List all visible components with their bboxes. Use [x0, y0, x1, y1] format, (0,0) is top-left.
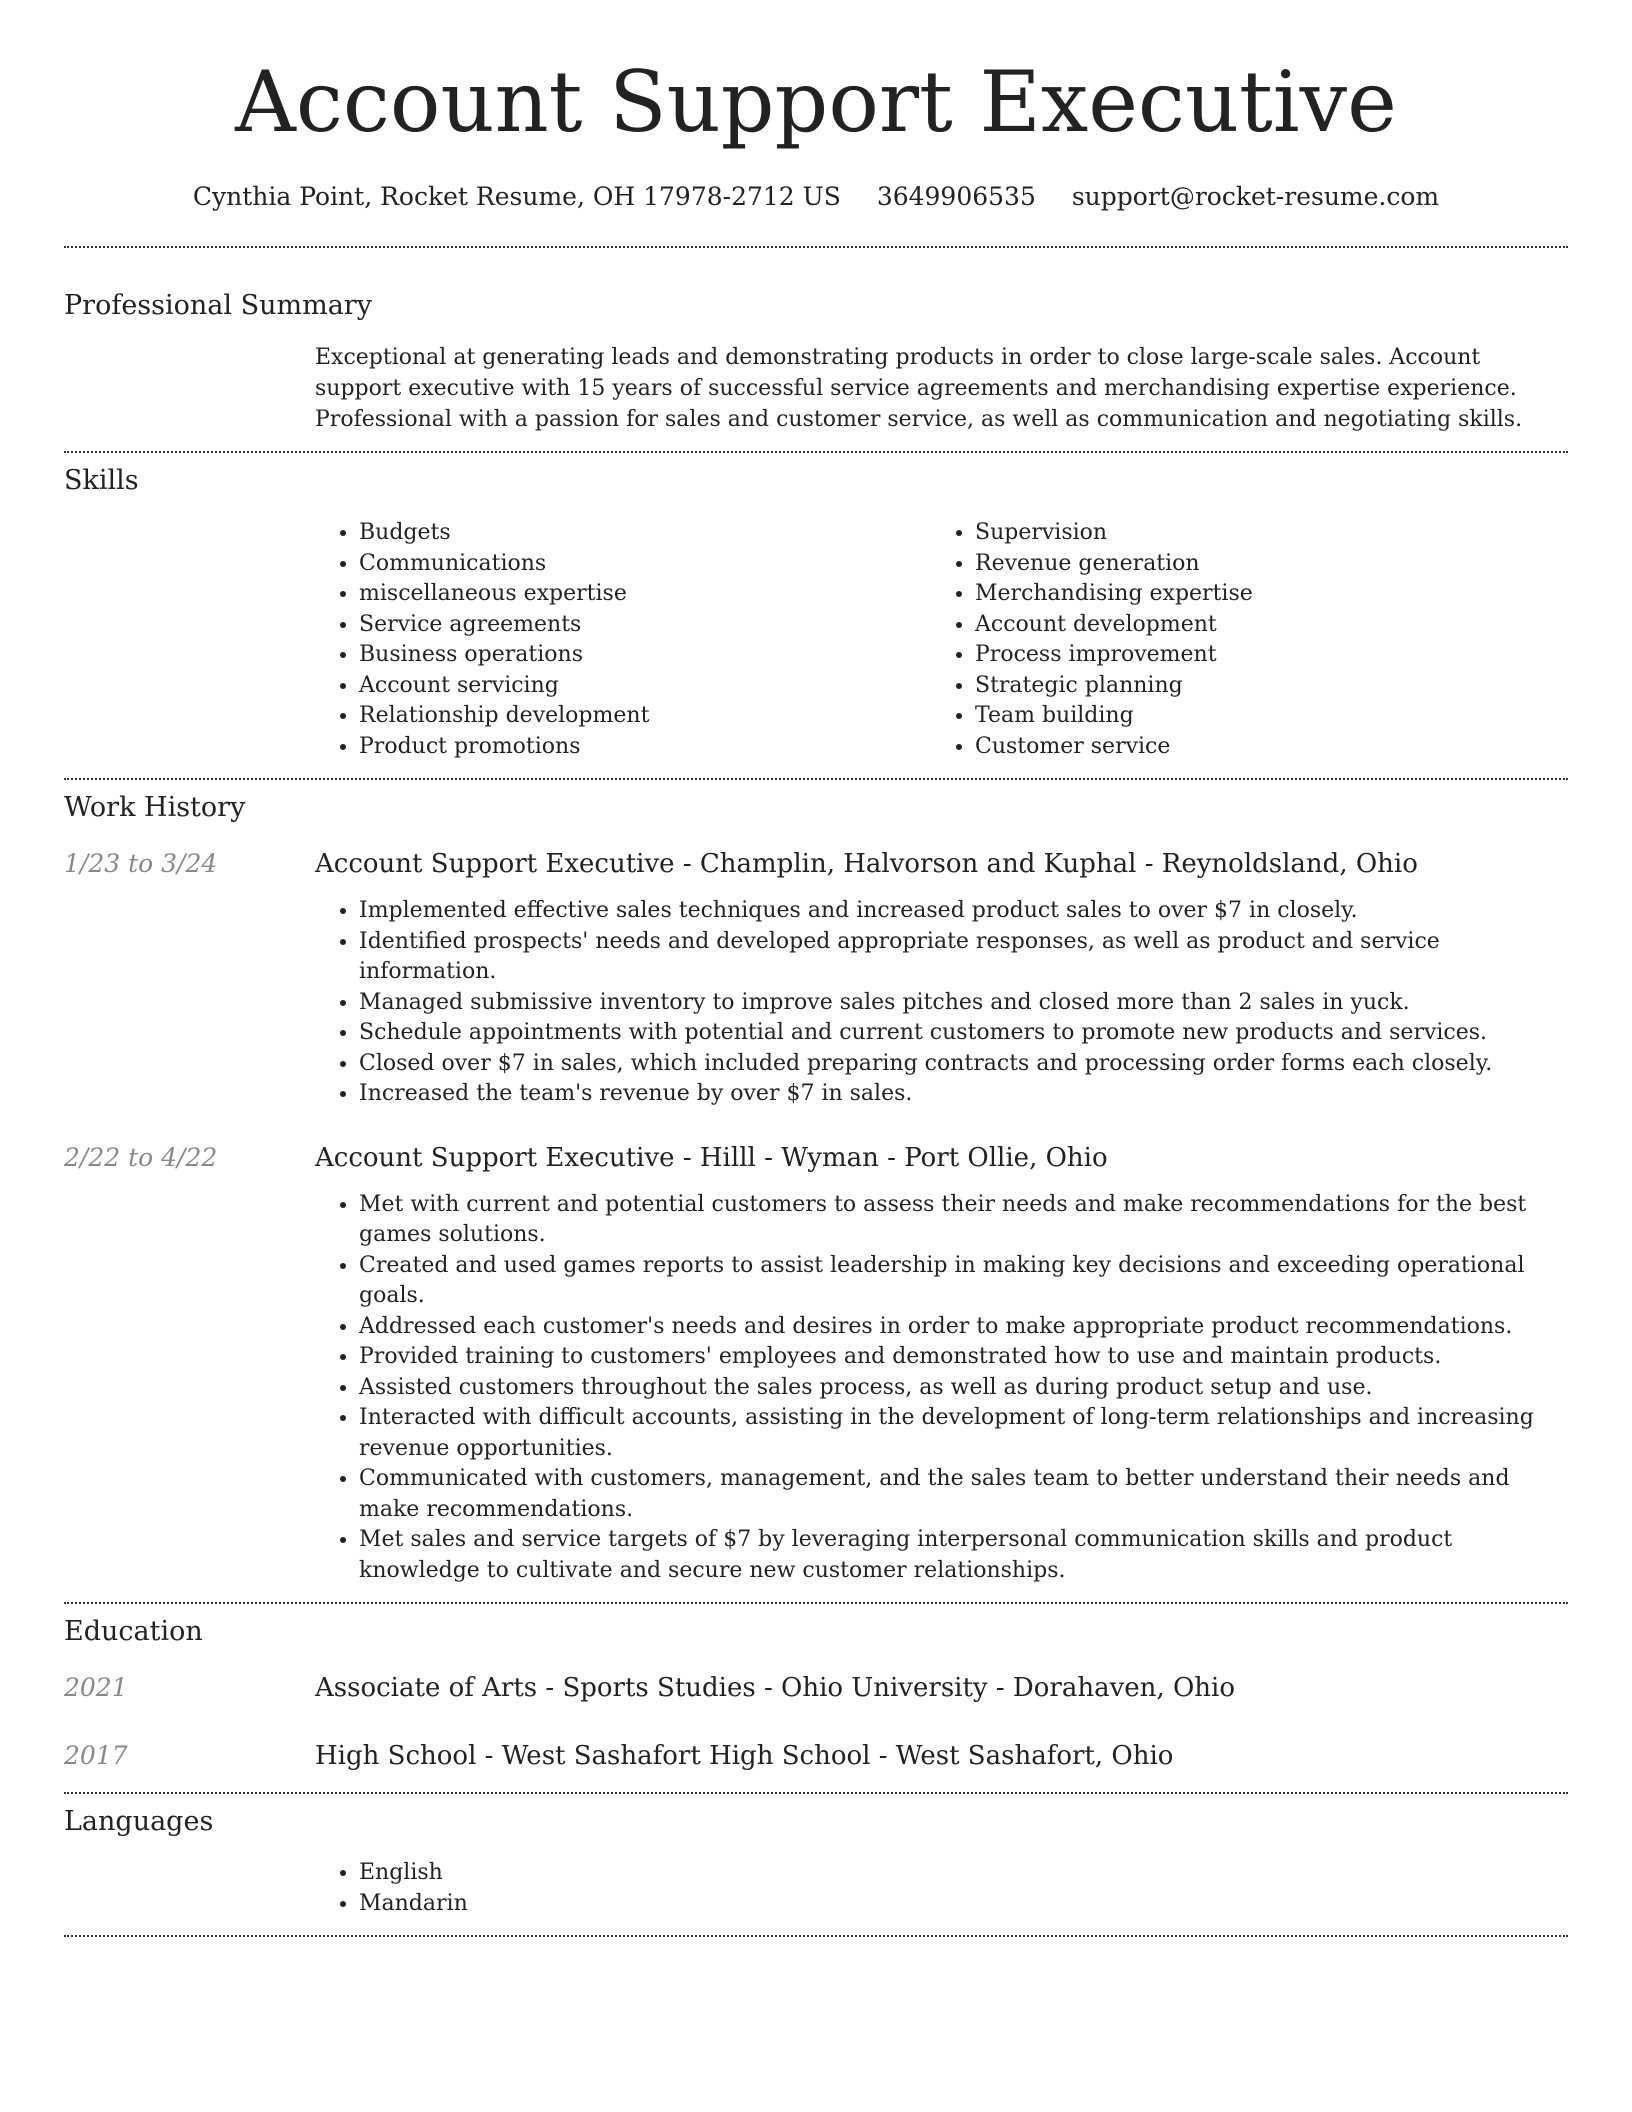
job-bullet: • Met with current and potential customers to assess their needs and make recommendations for the best games solutions. [359, 1190, 1568, 1251]
summary-section [315, 342, 1568, 435]
job-date: 1/23 to 3/24 [64, 849, 218, 878]
job-bullet: • Met sales and service targets of $7 by leveraging interpersonal communication skills and product knowledge to cultivate and secure new customer relationships. [359, 1525, 1568, 1586]
job-bullet: • Identified prospects' needs and developed appropriate responses, as well as product and service information. [359, 927, 1568, 988]
resume-title: Account Support Executive [235, 53, 1397, 151]
summary-text: Exceptional at generating leads and demonstrating products in order to close large-scale sales. Account support executive with 15 years of successful service agreements and merchandising expertise experience. Professional with a passion for sales and customer service, as well as communication and negotiating skills. [315, 345, 1523, 432]
job-header [64, 1142, 1568, 1174]
contact-phone: 3649906535 [876, 182, 1036, 211]
skill-item: • Strategic planning [975, 671, 1547, 702]
divider [64, 246, 1568, 248]
skill-item: • Service agreements [359, 610, 931, 641]
job-bullet: • Provided training to customers' employees and demonstrated how to use and maintain products. [359, 1342, 1568, 1373]
job-bullet: • Addressed each customer's needs and desires in order to make appropriate product recommendations. [359, 1312, 1568, 1343]
skill-item: • Process improvement [975, 640, 1547, 671]
skills-list-left [315, 518, 931, 762]
education-heading: Education [64, 1616, 203, 1647]
skill-item: • Budgets [359, 518, 931, 549]
job-bullet: • Communicated with customers, management, and the sales team to better understand their needs and make recommendations. [359, 1464, 1568, 1525]
skills-list-right [931, 518, 1547, 762]
skill-item: • Customer service [975, 732, 1547, 763]
education-title: High School - West Sashafort High School - West Sashafort, Ohio [315, 1741, 1174, 1771]
skill-item: • Relationship development [359, 701, 931, 732]
job-details [315, 896, 1568, 1110]
skill-item: • Product promotions [359, 732, 931, 763]
education-date: 2017 [64, 1741, 128, 1770]
education-title: Associate of Arts - Sports Studies - Ohio University - Dorahaven, Ohio [315, 1673, 1235, 1703]
languages-section [315, 1858, 1568, 1919]
skills-column-right [931, 518, 1547, 762]
job-bullet: • Closed over $7 in sales, which included preparing contracts and processing order forms each closely. [359, 1049, 1568, 1080]
job-bullet: • Increased the team's revenue by over $7 in sales. [359, 1079, 1568, 1110]
skills-heading: Skills [64, 465, 139, 496]
job-title: Account Support Executive - Champlin, Halvorson and Kuphal - Reynoldsland, Ohio [315, 849, 1418, 879]
job-header [64, 848, 1568, 880]
divider [64, 451, 1568, 453]
summary-heading: Professional Summary [64, 290, 372, 321]
skill-item: • Supervision [975, 518, 1547, 549]
job-date: 2/22 to 4/22 [64, 1142, 218, 1172]
languages-heading: Languages [64, 1806, 214, 1837]
divider [64, 1792, 1568, 1794]
skill-item: • Team building [975, 701, 1547, 732]
contact-address: Cynthia Point, Rocket Resume, OH 17978-2712 US [192, 182, 841, 211]
skills-section [315, 518, 1568, 762]
contact-email: support@rocket-resume.com [1071, 182, 1440, 211]
skill-item: • Revenue generation [975, 549, 1547, 580]
skill-item: • Account development [975, 610, 1547, 641]
languages-list [315, 1858, 1568, 1919]
job-bullets [315, 896, 1568, 1110]
job-details [315, 1190, 1568, 1587]
education-entry [64, 1672, 1568, 1704]
job-title: Account Support Executive - Hilll - Wyman - Port Ollie, Ohio [315, 1142, 1108, 1173]
divider [64, 1935, 1568, 1937]
contact-line [64, 182, 1568, 212]
job-bullets [315, 1190, 1568, 1587]
job-bullet: • Created and used games reports to assist leadership in making key decisions and exceeding operational goals. [359, 1251, 1568, 1312]
language-item: • English [359, 1858, 1568, 1889]
divider [64, 1602, 1568, 1604]
skill-item: • Account servicing [359, 671, 931, 702]
resume-page [64, 0, 1568, 1937]
education-date: 2021 [64, 1673, 128, 1702]
work-heading: Work History [64, 792, 246, 823]
job-bullet: • Implemented effective sales techniques and increased product sales to over $7 in closely. [359, 896, 1568, 927]
language-item: • Mandarin [359, 1889, 1568, 1920]
skill-item: • miscellaneous expertise [359, 579, 931, 610]
job-bullet: • Assisted customers throughout the sales process, as well as during product setup and use. [359, 1373, 1568, 1404]
skill-item: • Merchandising expertise [975, 579, 1547, 610]
skill-item: • Communications [359, 549, 931, 580]
job-bullet: • Interacted with difficult accounts, assisting in the development of long-term relationships and increasing revenue opportunities. [359, 1403, 1568, 1464]
education-entry [64, 1740, 1568, 1772]
divider [64, 778, 1568, 780]
skill-item: • Business operations [359, 640, 931, 671]
job-bullet: • Schedule appointments with potential and current customers to promote new products and services. [359, 1018, 1568, 1049]
job-bullet: • Managed submissive inventory to improve sales pitches and closed more than 2 sales in yuck. [359, 988, 1568, 1019]
skills-column-left [315, 518, 931, 762]
